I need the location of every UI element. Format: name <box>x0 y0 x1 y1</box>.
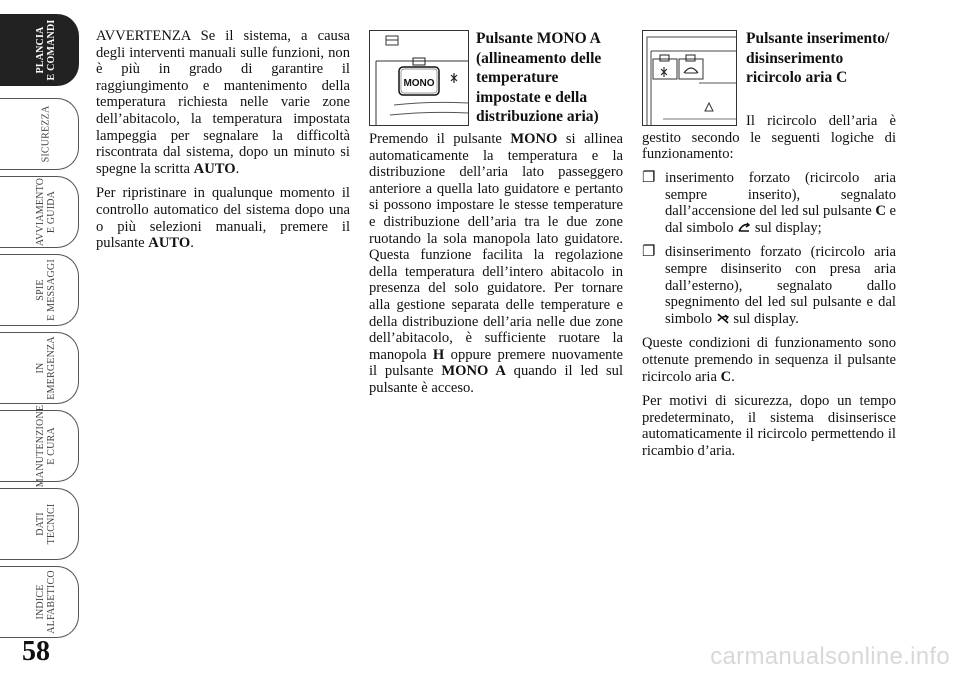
tab-in-emergenza[interactable] <box>0 332 79 404</box>
tab-label: IN EMERGENZA <box>35 336 57 400</box>
column-1 <box>96 28 350 260</box>
sequence-paragraph: Queste condizioni di funzionamento sono ottenute premendo in sequenza il pulsante ricircolo aria C. <box>642 335 896 385</box>
tab-dati-tecnici[interactable] <box>0 488 79 560</box>
tab-label: AVVIAMENTO E GUIDA <box>35 177 57 247</box>
tab-avviamento-e-guida[interactable] <box>0 176 79 248</box>
tab-spie-e-messaggi[interactable] <box>0 254 79 326</box>
mono-button-drawing <box>370 31 468 125</box>
tab-label: MANUTENZIONE E CURA <box>35 404 57 488</box>
recirculation-intro: Il ricircolo dell’aria è gestito secondo le seguenti logiche di funzionamento: <box>642 113 896 163</box>
tab-label: SICUREZZA <box>40 105 52 163</box>
warning-paragraph: AVVERTENZA Se il sistema, a causa degli interventi manuali sulle funzioni, non è più in grado di garantire il raggiungimento e mantenimento della temperatura richiesta nelle varie zone dell’abitacolo, la temperatura impostata lampeggia per segnalare la difficoltà riscontrata dal sistema, dopo un minuto si spegne la scritta AUTO. <box>96 28 350 177</box>
recirculation-on-icon <box>737 221 751 233</box>
checkbox-bullet-icon: ❐ <box>642 244 656 261</box>
tab-label: PLANCIA E COMANDI <box>35 19 57 81</box>
watermark: carmanualsonline.info <box>710 643 950 670</box>
list-item: ❐ disinserimento forzato (ricircolo aria sempre disinserito con presa aria dall’esterno), segnalato dallo spegnimento del led sul pulsante e dal simbolo sul display. <box>642 244 896 327</box>
page-number: 58 <box>22 636 50 667</box>
restore-paragraph: Per ripristinare in qualunque momento il controllo automatico del sistema dopo una o più selezioni manuali, premere il pulsante AUTO. <box>96 185 350 252</box>
recirculation-off-icon <box>716 312 730 324</box>
recirculation-button-drawing <box>643 31 736 125</box>
tab-indice-alfabetico[interactable] <box>0 566 79 638</box>
tab-label: SPIE E MESSAGGI <box>35 259 57 321</box>
tab-plancia-e-comandi[interactable] <box>0 14 79 86</box>
column-3-list <box>642 170 896 468</box>
list-item: ❐ inserimento forzato (ricircolo aria sempre inserito), segnalato dall’accensione del led sul pulsante C e dal simbolo sul display; <box>642 170 897 236</box>
mono-button-illustration <box>369 30 469 126</box>
tab-sicurezza[interactable] <box>0 98 79 170</box>
safety-paragraph: Per motivi di sicurezza, dopo un tempo predeterminato, il sistema disinserisce automaticamente il ricircolo permettendo il ricambio d’aria. <box>642 393 896 459</box>
checkbox-bullet-icon: ❐ <box>642 170 656 186</box>
mono-heading: Pulsante MONO A (allineamento delle temperature impostate e della distribuzione aria) <box>476 30 602 125</box>
mono-paragraph: Premendo il pulsante MONO si allinea automaticamente la temperatura e la distribuzione dell’aria lato passeggero anteriore a quella lato guidatore e pertanto si possono impostare le stesse temperature e distribuzione dell’aria tra le due zone ruotando la sola manopola lato guidatore. Questa funzione facilita la regolazione della temperatura dell’intero abitacolo in presenza del solo guidatore. Per tornare alla gestione separata delle temperature e della distribuzione dell’aria nelle due zone dell’abitacolo, è sufficiente ruotare la manopola H oppure premere nuovamente il pulsante MONO A quando il led sul pulsante è acceso. <box>369 131 624 396</box>
tab-manutenzione-e-cura[interactable] <box>0 404 79 488</box>
column-3-body <box>642 113 896 171</box>
svg-text:MONO: MONO <box>403 78 435 89</box>
tab-label: DATI TECNICI <box>35 503 57 545</box>
tab-label: INDICE ALFABETICO <box>35 570 57 634</box>
column-2-body <box>369 131 623 405</box>
recirculation-modes-list <box>642 170 896 327</box>
recirculation-heading: Pulsante inserimento/ disinserimento ricircolo aria C <box>746 30 890 86</box>
recirculation-button-illustration <box>642 30 737 126</box>
